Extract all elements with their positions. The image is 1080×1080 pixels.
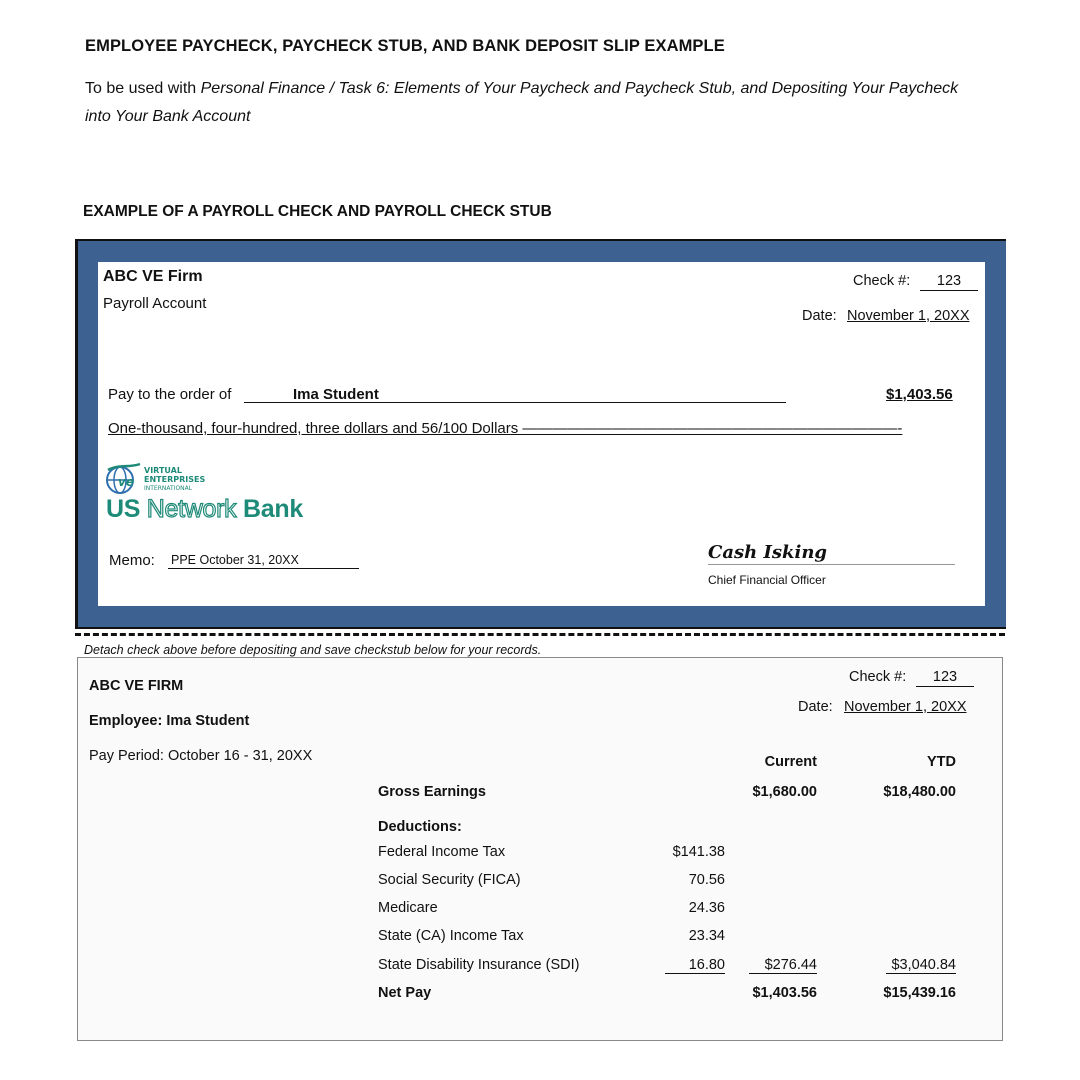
intro-text (85, 75, 985, 131)
net-pay-label: Net Pay (378, 985, 432, 1001)
deduction-amount: 24.36 (688, 900, 725, 916)
stub-date-label: Date: (798, 699, 833, 715)
deduction-amount: 23.34 (688, 928, 725, 944)
bank-name (106, 495, 303, 524)
svg-text:ve: ve (118, 475, 134, 489)
stub-check-number-value: 123 (916, 669, 974, 687)
deductions-label: Deductions: (378, 819, 462, 835)
column-header-ytd: YTD (927, 754, 956, 770)
check-amount: $1,403.56 (886, 386, 953, 403)
detach-line (75, 633, 1005, 636)
deduction-label: State (CA) Income Tax (378, 928, 524, 944)
gross-earnings-ytd: $18,480.00 (883, 784, 956, 800)
deductions-total-ytd: $3,040.84 (886, 957, 956, 974)
stub-check-number-label: Check #: (849, 669, 907, 685)
memo-value: PPE October 31, 20XX (168, 553, 359, 569)
logo-word-2: ENTERPRISES (144, 475, 206, 484)
intro-task-reference: Personal Finance / Task 6: Elements of Your Paycheck and Paycheck Stub, and Depositing Your Paycheck into Your Bank Account (85, 80, 959, 125)
page-title: EMPLOYEE PAYCHECK, PAYCHECK STUB, AND BANK DEPOSIT SLIP EXAMPLE (85, 37, 725, 55)
pay-to-order-label: Pay to the order of (108, 386, 232, 403)
check-account-name: Payroll Account (103, 295, 207, 312)
amount-in-words: One-thousand, four-hundred, three dollars and 56/100 Dollars —————————————————————————- (108, 420, 903, 437)
globe-logo-icon (104, 462, 214, 498)
deduction-amount: 70.56 (688, 872, 725, 888)
signature: Cash Isking (708, 542, 828, 563)
signer-title: Chief Financial Officer (708, 573, 826, 587)
detach-note: Detach check above before depositing and save checkstub below for your records. (84, 643, 542, 657)
memo-label: Memo: (109, 552, 155, 569)
payee-name: Ima Student (293, 386, 379, 403)
logo-word-1: VIRTUAL (144, 466, 182, 475)
deductions-total-current: $276.44 (749, 957, 817, 974)
check-firm-name: ABC VE Firm (103, 268, 203, 285)
deduction-label: State Disability Insurance (SDI) (378, 957, 580, 973)
stub-firm-name: ABC VE FIRM (89, 678, 184, 694)
gross-earnings-current: $1,680.00 (752, 784, 817, 800)
logo-word-3: INTERNATIONAL (144, 485, 193, 492)
check-number-value: 123 (920, 273, 978, 291)
check-date-value: November 1, 20XX (847, 308, 970, 324)
deduction-label: Medicare (378, 900, 438, 916)
intro-prefix: To be used with (85, 80, 201, 97)
bank-name-network: Network (146, 495, 237, 523)
check-number-label: Check #: (853, 273, 911, 289)
deduction-amount: $141.38 (672, 844, 725, 860)
column-header-current: Current (764, 754, 817, 770)
check-date-label: Date: (802, 308, 837, 324)
stub-pay-period: Pay Period: October 16 - 31, 20XX (89, 748, 313, 764)
section-title: EXAMPLE OF A PAYROLL CHECK AND PAYROLL CHECK STUB (83, 203, 552, 220)
stub-date-value: November 1, 20XX (844, 699, 967, 715)
gross-earnings-label: Gross Earnings (378, 784, 486, 800)
deduction-label: Social Security (FICA) (378, 872, 521, 888)
net-pay-ytd: $15,439.16 (883, 985, 956, 1001)
net-pay-current: $1,403.56 (752, 985, 817, 1001)
signature-line (708, 564, 955, 565)
deduction-amount: 16.80 (665, 957, 725, 974)
bank-name-bank: Bank (243, 495, 303, 523)
stub-employee: Employee: Ima Student (89, 713, 250, 729)
bank-name-us: US (106, 495, 141, 523)
deduction-label: Federal Income Tax (378, 844, 506, 860)
